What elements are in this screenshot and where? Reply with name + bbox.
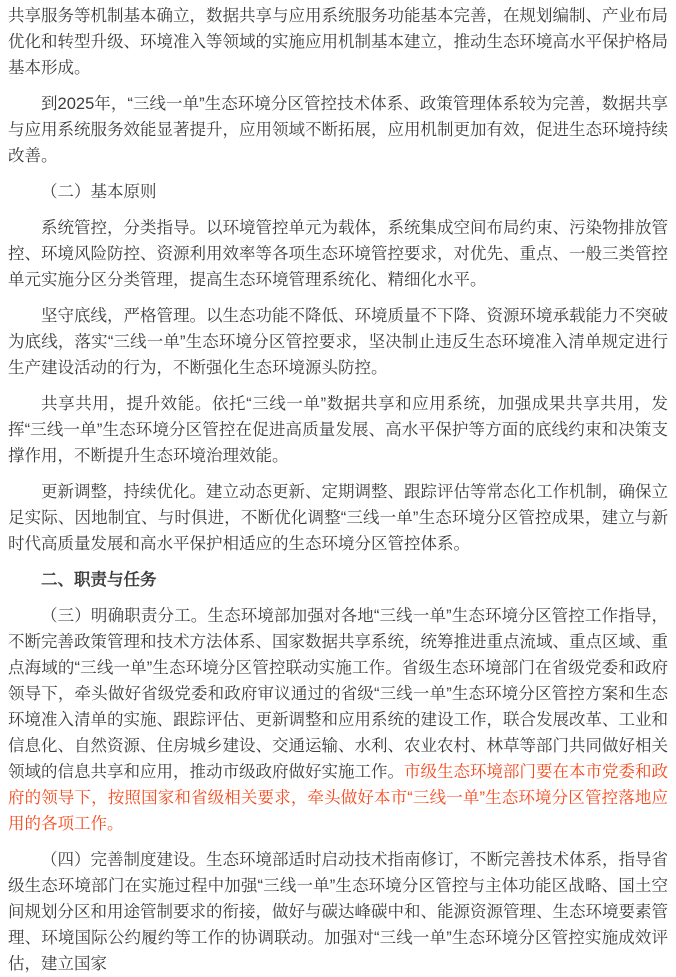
paragraph-duty-division-normal-text: （三）明确职责分工。生态环境部加强对各地“三线一单”生态环境分区管控工作指导，不断完善政策管理和技术方法体系、国家数据共享系统，统筹推进重点流域、重点区域、重点海域的“三线一单”生态环境分区管控联动实施工作。省级生态环境部门在省级党委和政府领导下，牵头做好省级党委和政府审议通过的省级“三线一单”生态环境分区管控方案和生态环境准入清单的实施、跟踪评估、更新调整和应用系统的建设工作，联合发展改革、工业和信息化、自然资源、住房城乡建设、交通运输、水利、农业农村、林草等部门共同做好相关领域的信息共享和应用，推动市级政府做好实施工作。 <box>8 607 668 781</box>
paragraph-principle-update: 更新调整，持续优化。建立动态更新、定期调整、跟踪评估等常态化工作机制，确保立足实际、因地制宜、与时俱进，不断优化调整“三线一单”生态环境分区管控成果，建立与新时代高质量发展和高水平保护相适应的生态环境分区管控体系。 <box>8 483 668 553</box>
paragraph-institution-building: （四）完善制度建设。生态环境部适时启动技术指南修订，不断完善技术体系，指导省级生态环境部门在实施过程中加强“三线一单”生态环境分区管控与主体功能区战略、国土空间规划分区和用途管制要求的衔接，做好与碳达峰碳中和、能源资源管理、生态环境要素管理、环境国际公约履约等工作的协调联动。加强对“三线一单”生态环境分区管控实施成效评估，建立国家 <box>8 851 668 973</box>
paragraph-principle-system-control: 系统管控，分类指导。以环境管控单元为载体，系统集成空间布局约束、污染物排放管控、环境风险防控、资源利用效率等各项生态环境管控要求，对优先、重点、一般三类管控单元实施分区分类管理，提高生态环境管理系统化、精细化水平。 <box>8 219 668 289</box>
paragraph-duty-division-highlighted-text: 市级生态环境部门要在本市党委和政府的领导下，按照国家和省级相关要求，牵头做好本市“三线一单”生态环境分区管控落地应用的各项工作。 <box>8 763 668 833</box>
paragraph-principle-bottom-line: 坚守底线，严格管理。以生态功能不降低、环境质量不下降、资源环境承载能力不突破为底线，落实“三线一单”生态环境分区管控要求，坚决制止违反生态环境准入清单规定进行生产建设活动的行为，不断强化生态环境源头防控。 <box>8 307 668 377</box>
paragraph-duty-division <box>8 603 668 837</box>
paragraph-goal-2020-continuation: 共享服务等机制基本确立，数据共享与应用系统服务功能基本完善，在规划编制、产业布局优化和转型升级、环境准入等领域的实施应用机制基本建立，推动生态环境高水平保护格局基本形成。 <box>8 7 668 77</box>
paragraph-goal-2025: 到2025年，“三线一单”生态环境分区管控技术体系、政策管理体系较为完善，数据共享与应用系统服务效能显著提升，应用领域不断拓展，应用机制更加有效，促进生态环境持续改善。 <box>8 95 668 165</box>
section-subheading-basic-principles: （二）基本原则 <box>41 183 157 201</box>
paragraph-principle-sharing: 共享共用，提升效能。依托“三线一单”数据共享和应用系统，加强成果共享共用，发挥“三线一单”生态环境分区管控在促进高质量发展、高水平保护等方面的底线约束和决策支撑作用，不断提升生态环境治理效能。 <box>8 395 668 465</box>
section-heading-duties-tasks: 二、职责与任务 <box>41 571 157 589</box>
